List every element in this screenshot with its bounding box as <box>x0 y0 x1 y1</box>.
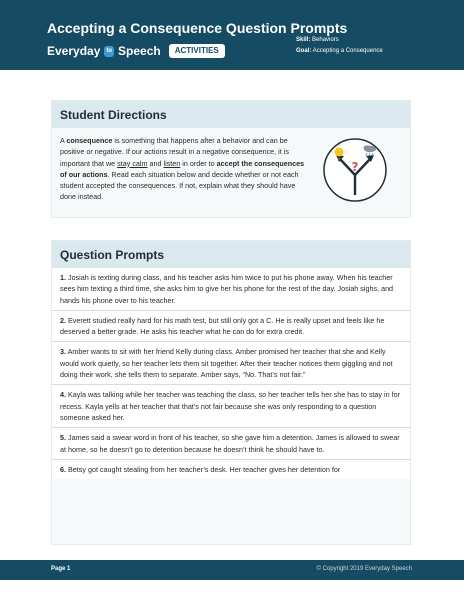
page-title: Accepting a Consequence Question Prompts <box>47 20 348 36</box>
prompt-list <box>52 268 410 479</box>
footer-bar <box>0 560 464 580</box>
brand-word-everyday: Everyday <box>47 44 101 58</box>
prompt-item-2 <box>52 310 410 342</box>
prompt-text: James said a swear word in front of his teacher, so she gave him a detention. James is allowed to swear at home, so he doesn’t go to detention because he doesn’t think he should have to. <box>60 433 400 454</box>
prompt-item-6 <box>52 459 410 479</box>
listen-term: listen <box>163 158 181 168</box>
directions-text <box>60 135 306 203</box>
prompt-item-3 <box>52 341 410 384</box>
skill-value: Behaviors <box>312 37 339 43</box>
prompt-number: 3. <box>60 347 66 357</box>
directions-text-part: A <box>60 136 67 145</box>
prompt-text: Everett studied really hard for his math test, but still only got a C. He is really upset and feels like he deserved a better grade. He asks his teacher what he can do for extra credit. <box>60 315 385 337</box>
prompt-number: 2. <box>60 315 66 325</box>
skill-meta <box>296 37 339 43</box>
activities-badge: ACTIVITIES <box>169 44 225 58</box>
prompt-number: 4. <box>60 390 66 400</box>
prompts-heading: Question Prompts <box>52 241 410 268</box>
directions-text-part: is something that happens after a behavior and can be positive or negative. If our actions result in a negative consequence, it is important that we <box>60 136 289 168</box>
goal-label: Goal: <box>296 48 312 54</box>
header-banner <box>0 0 464 70</box>
crossroads-choice-icon <box>322 137 388 203</box>
prompt-text: Josiah is texting during class, and his teacher asks him twice to put his phone away. When his teacher sees him texting a third time, she asks him to give her his phone for the rest of the day. Josiah sighs, and hands his phone over to his teacher. <box>60 273 394 305</box>
brand-logo <box>47 44 225 58</box>
student-directions-card <box>51 100 411 218</box>
goal-value: Accepting a Consequence <box>312 48 383 54</box>
prompt-item-1 <box>52 268 410 310</box>
prompt-text: Kayla was talking while her teacher was teaching the class, so her teacher tells her she has to stay in for recess. Kayla yells at her teacher that that’s not fair because she was only responding to a question someone asked her. <box>60 390 400 422</box>
directions-text-part: in order to <box>180 158 217 168</box>
prompt-item-5 <box>52 427 410 459</box>
accept-term: accept the consequences of our actions <box>60 158 305 179</box>
brand-word-speech: Speech <box>118 44 161 58</box>
copyright-text: © Copyright 2019 Everyday Speech <box>316 566 412 572</box>
directions-text-part: and <box>147 158 164 168</box>
prompt-text: Betsy got caught stealing from her teacher’s desk. Her teacher gives her detention for <box>66 464 341 474</box>
skill-label: Skill: <box>296 37 311 43</box>
page-number: Page 1 <box>51 566 71 572</box>
prompt-number: 6. <box>60 464 66 474</box>
directions-text-part: . Read each situation below and decide whether or not each student accepted the consequences. If not, explain what they should have done instead. <box>60 169 299 202</box>
prompt-number: 5. <box>60 433 66 443</box>
question-prompts-card <box>51 240 411 545</box>
brand-to-badge: to <box>104 46 114 57</box>
stay-calm-term: stay calm <box>117 158 148 168</box>
prompt-text: Amber wants to sit with her friend Kelly during class. Amber promised her teacher that she and Kelly would work quietly, so her teacher lets them sit together. After their teacher notices them giggling and not doing their work, she tells them to separate. Amber says, “No. That’s not fair.” <box>60 347 393 380</box>
directions-heading: Student Directions <box>52 101 410 128</box>
goal-meta <box>296 48 383 54</box>
svg-text:?: ? <box>351 160 359 174</box>
consequence-term: consequence <box>66 136 113 145</box>
prompt-number: 1. <box>60 273 66 282</box>
prompt-item-4 <box>52 384 410 427</box>
